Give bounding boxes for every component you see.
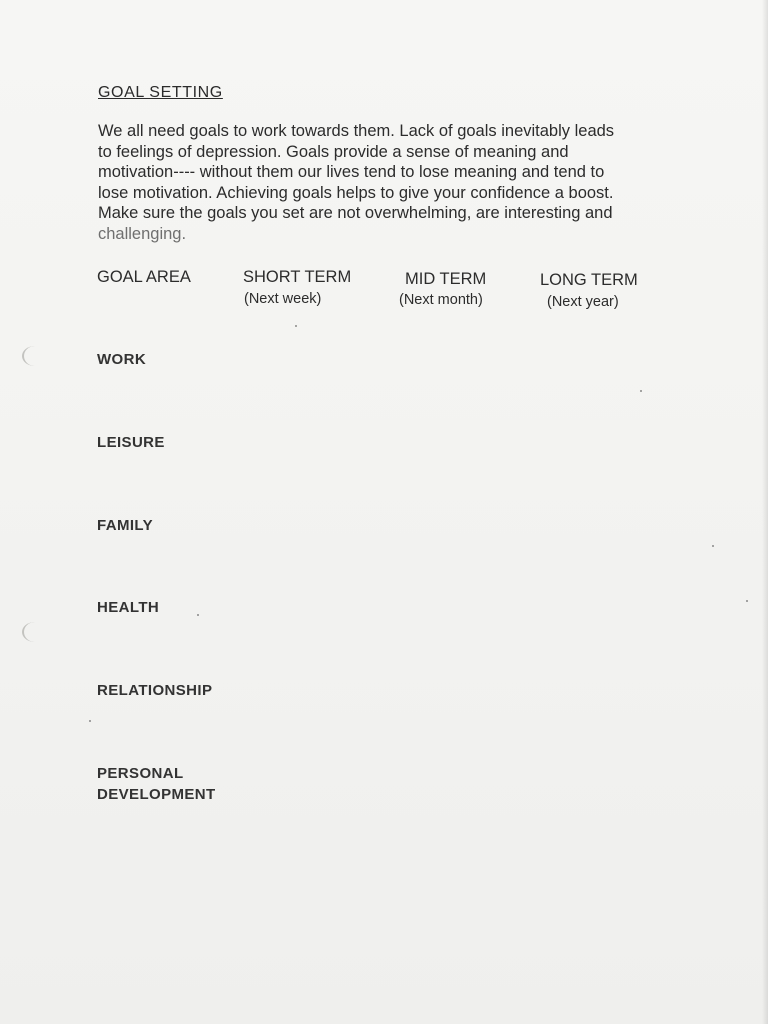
intro-line: motivation---- without them our lives tend to lose meaning and tend to [98, 163, 605, 181]
punch-hole-bottom [22, 622, 48, 642]
scan-speck [746, 600, 748, 602]
goal-area-work: WORK [97, 351, 147, 368]
intro-line: Make sure the goals you set are not overwhelming, are interesting and [98, 204, 613, 222]
goal-area-personal-development [97, 763, 216, 805]
scan-speck [640, 390, 642, 392]
scan-speck [197, 614, 199, 616]
intro-paragraph [98, 121, 678, 244]
column-header-goal-area: GOAL AREA [97, 268, 191, 286]
intro-line: lose motivation. Achieving goals helps to give your confidence a boost. [98, 183, 614, 202]
intro-line: challenging. [98, 224, 187, 243]
goal-area-leisure: LEISURE [97, 434, 165, 451]
scan-speck [295, 325, 297, 327]
column-header-mid-term: MID TERM [405, 270, 487, 288]
goal-area-relationship: RELATIONSHIP [97, 682, 213, 699]
intro-line: We all need goals to work towards them. Lack of goals inevitably leads [98, 122, 615, 140]
goal-area-family: FAMILY [97, 517, 154, 534]
page-title: GOAL SETTING [98, 84, 223, 101]
column-subheader-long-term: (Next year) [547, 294, 619, 310]
goal-area-label-line: PERSONAL [97, 765, 184, 782]
column-subheader-short-term: (Next week) [244, 291, 322, 307]
scan-speck [712, 545, 714, 547]
page-edge-shadow [762, 0, 768, 1024]
column-header-short-term: SHORT TERM [243, 268, 352, 286]
column-header-long-term: LONG TERM [540, 271, 638, 289]
scan-speck [89, 720, 91, 722]
goal-area-label-line: DEVELOPMENT [97, 786, 216, 803]
punch-hole-top [22, 346, 48, 366]
goal-area-health: HEALTH [97, 599, 160, 616]
column-subheader-mid-term: (Next month) [399, 292, 483, 308]
intro-line: to feelings of depression. Goals provide a sense of meaning and [98, 142, 569, 161]
